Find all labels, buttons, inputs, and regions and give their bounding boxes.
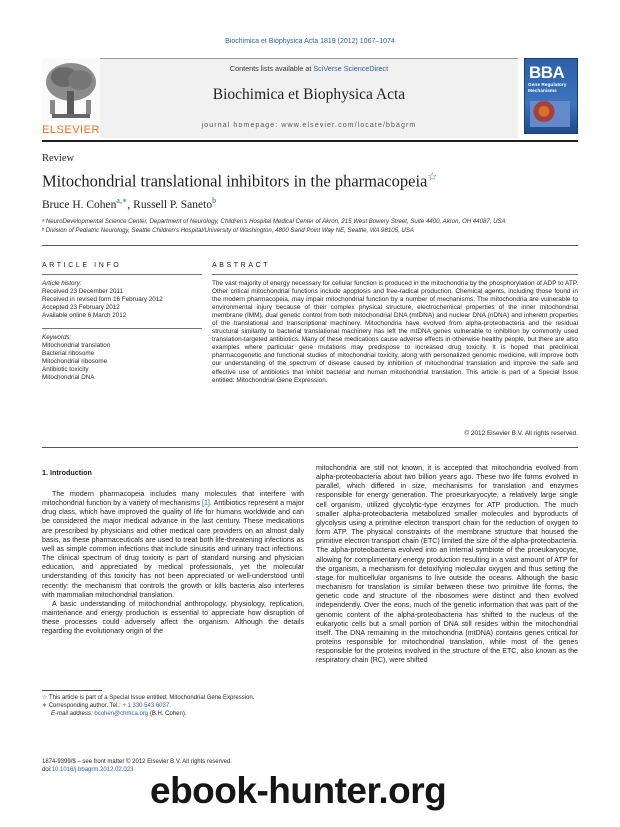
header-divider	[42, 140, 578, 142]
footnote-marker[interactable]: ∗	[42, 703, 48, 709]
elsevier-wordmark: ELSEVIER	[42, 124, 100, 136]
footnote-special-issue	[42, 694, 304, 702]
intro-paragraph-1	[42, 490, 304, 600]
article-info	[42, 280, 202, 320]
journal-name: Biochimica et Biophysica Acta	[212, 86, 406, 103]
cover-subtitle: Gene Regulatory Mechanisms	[528, 83, 567, 94]
affiliation-a: ᵃ NeuroDevelopmental Science Center, Department of Neurology, Children's Hospital Medical Center of Akron, 215 West Bowery Street, Suite 4400, Akron, OH 44087, USA	[42, 218, 506, 225]
watermark: ebook-hunter.org	[150, 770, 447, 811]
article-title	[42, 170, 437, 192]
keyword: Antibiotic toxicity	[42, 366, 89, 373]
author-name: Russell P. Saneto	[133, 198, 213, 211]
affiliation-divider	[42, 245, 578, 246]
author-list	[42, 196, 216, 211]
article-title-text: Mitochondrial translational inhibitors in the pharmacopeia	[42, 171, 428, 191]
affiliation-b: ᵇ Division of Pediatric Neurology, Seattle Children's Hospital/University of Washington, 4800 Sand Point Way NE, Seattle, WA 98105, USA	[42, 227, 414, 234]
paragraph-text: . Antibiotics represent a major drug class, which have improved the quality of life for humans worldwide and can be considered the major medical advance in the last century. These medications are prescribed by physicians and other medical care providers on an almost daily basis, as these pharmaceuticals are used to treat both life-threatening infections as well as simple common infections that include sinusitis and urinary tract infections. The clinical spectrum of drug toxicity is part of standard nursing and physician education, and appreciated by medical professionals, yet the molecular understanding of this toxicity has not been appreciated or well-understood until recently: the mechanism that controls the growth or kills bacteria also interferes with mammalian mitochondrial translation.	[42, 499, 304, 599]
front-matter-line: 1874-9399/$ – see front matter © 2012 Elsevier B.V. All rights reserved.	[42, 759, 232, 765]
abstract-bottom-divider	[42, 447, 578, 448]
citation-link[interactable]: [1]	[202, 499, 210, 508]
author-affiliation-marker[interactable]: b	[212, 196, 217, 205]
intro-right-column	[316, 464, 578, 665]
journal-reference[interactable]: Biochimica et Biophysica Acta 1819 (2012) 1067–1074	[225, 38, 395, 45]
abstract-text: The vast majority of energy necessary for cellular function is produced in the mitochondria by the phosphorylation of ADP to ATP. Other critical mitochondrial functions include apoptosis and free-radical production. Chemical agents, including those found in the modern pharmacopeia, may impair mitochondrial function by a number of mechanisms. The mitochondria are vulnerable to environmental injury because of their complex physical structure, electrochemical properties of the inner mitochondrial membrane (IMM), dual genetic control from both mitochondrial DNA (mtDNA) and nuclear DNA (nDNA) and inherent properties of the translational and transcriptional machinery. Mitochondria have evolved from alpha-proteobacteria and the residual structural similarity to bacterial translational machinery has left the mtDNA genes vulnerable to inhibition by commonly used translation-targeted antibiotics. Many of these medications cause adverse effects in otherwise healthy people, but there are also examples where particular gene mutations may predispose to increased drug toxicity. It is hoped that preclinical pharmacogenetic and functional studies of mitochondrial toxicity, along with personalized genomic medicine, will improve both our understanding of the spectrum of disease caused by inhibition of mitochondrial translation and improve the safe and effective use of antibiotics that inhibit bacterial and human mitochondrial translation. This article is part of a Special Issue entitled: Mitochondrial Gene Expression.	[212, 280, 578, 384]
contents-available-line	[100, 64, 518, 73]
intro-left-column	[42, 490, 304, 637]
footnote-text: Corresponding author. Tel.:	[47, 703, 123, 709]
footnote-divider	[42, 690, 102, 691]
footnote-email	[42, 710, 304, 718]
cover-image	[530, 101, 570, 127]
keyword: Mitochondrial ribosome	[42, 358, 108, 365]
article-type: Review	[42, 153, 75, 164]
history-item: Available online 6 March 2012	[42, 312, 127, 319]
keywords-rule	[42, 328, 202, 329]
footnote-text: This article is part of a Special Issue entitled: Mitochondrial Gene Expression.	[47, 695, 255, 701]
footnote-marker[interactable]: ☆	[42, 695, 48, 701]
phone-number[interactable]: + 1 330 543 6037.	[122, 703, 171, 709]
intro-paragraph-continued: mitochondria are still not known, it is accepted that mitochondria evolved from alpha-proteobacteria about two billion years ago. These two life forms evolved in parallel, which differed in size, mechanisms for translation and enzymes responsible for energy generation. The proeurkaryocyte, a relatively large single cell organism, utilized glycolytic-type enzymes for ATP production. The much smaller alpha-proteobacteria metabolized smaller molecules and byproducts of glycolysis using a primitive electron transport chain for the reduction of oxygen to form ATP. The physical constraints of the membrane structure that housed the primitive electron transport chain (ETC) limited the size of the alpha-proteobacteria. The alpha-proteobacteria evolved into an internal symbiote of the proeukaryocyte, allowing for complimentary energy production resulting in a vast amount of ATP for the organism, a mechanism for detoxifying molecular oxygen and thus setting the stage for multicellular organisms to live outside the oceans. Although the basic mechanism for translation is similar between these two primitive life forms, the genetic code and structure of the ribosomes were distinct and then evolved independently. Over the eons, much of the genetic information that was part of the genomic content of the alpha-proteobacteria has shifted to the nucleus of the eukaryotic cells but a small portion of DNA still resides within the mitochondrial itself. The DNA remaining in the mitochondria (mtDNA) contains genes critical for proteins responsible for mitochondrial translation, while most of the genes responsible for the proteins involved in the structure of the ETC, also known as the respiratory chain (RC), were shifted	[316, 464, 578, 665]
paragraph-text: The modern pharmacopeia includes many molecules that interfere with mitochondrial function by a variety of mechanisms	[42, 490, 304, 508]
copyright-notice: © 2012 Elsevier B.V. All rights reserved.	[464, 430, 578, 437]
sciencedirect-link[interactable]: SciVerse ScienceDirect	[313, 64, 389, 73]
email-suffix: (B.H. Cohen).	[148, 711, 187, 717]
keyword: Mitochondrial translation	[42, 342, 111, 349]
email-label: E-mail address:	[51, 711, 95, 717]
author-name: Bruce H. Cohen	[42, 198, 117, 211]
history-item: Received in revised form 16 February 2012	[42, 296, 163, 303]
email-link[interactable]: bcohen@chmca.org	[94, 711, 149, 717]
keywords-block	[42, 334, 202, 382]
history-item: Received 23 December 2011	[42, 288, 124, 295]
article-info-rule	[42, 274, 202, 275]
keywords-label: Keywords:	[42, 334, 72, 341]
footnote-corresponding-author	[42, 702, 304, 710]
journal-cover-thumbnail	[524, 58, 578, 134]
intro-paragraph-2: A basic understanding of mitochondrial anthropology, physiology, replication, maintenance and energy production is essential to appreciate how disruption of these processes could adversely affect the organism. Although the details regarding the evolutionary origin of the	[42, 599, 304, 636]
keyword: Mitochondrial DNA	[42, 374, 95, 381]
history-item: Accepted 23 February 2012	[42, 304, 120, 311]
contents-prefix: Contents lists available at	[229, 64, 314, 73]
keyword: Bacterial ribosome	[42, 350, 95, 357]
doi-link[interactable]: 10.1016/j.bbagrm.2012.02.023	[51, 767, 134, 773]
cover-title: BBA	[529, 63, 565, 82]
footnotes	[42, 694, 304, 718]
abstract-heading: ABSTRACT	[212, 262, 271, 269]
article-info-heading: ARTICLE INFO	[42, 262, 122, 269]
history-label: Article history:	[42, 280, 82, 287]
section-heading-introduction: 1. Introduction	[42, 468, 92, 477]
abstract-rule	[212, 274, 578, 275]
journal-homepage[interactable]: journal homepage: www.elsevier.com/locate/bbagrm	[201, 122, 417, 129]
title-footnote-marker[interactable]: ☆	[427, 171, 438, 183]
author-affiliation-marker[interactable]: a,∗	[116, 196, 128, 205]
author-separator: ,	[127, 198, 134, 211]
doi-label: doi:	[42, 767, 52, 773]
